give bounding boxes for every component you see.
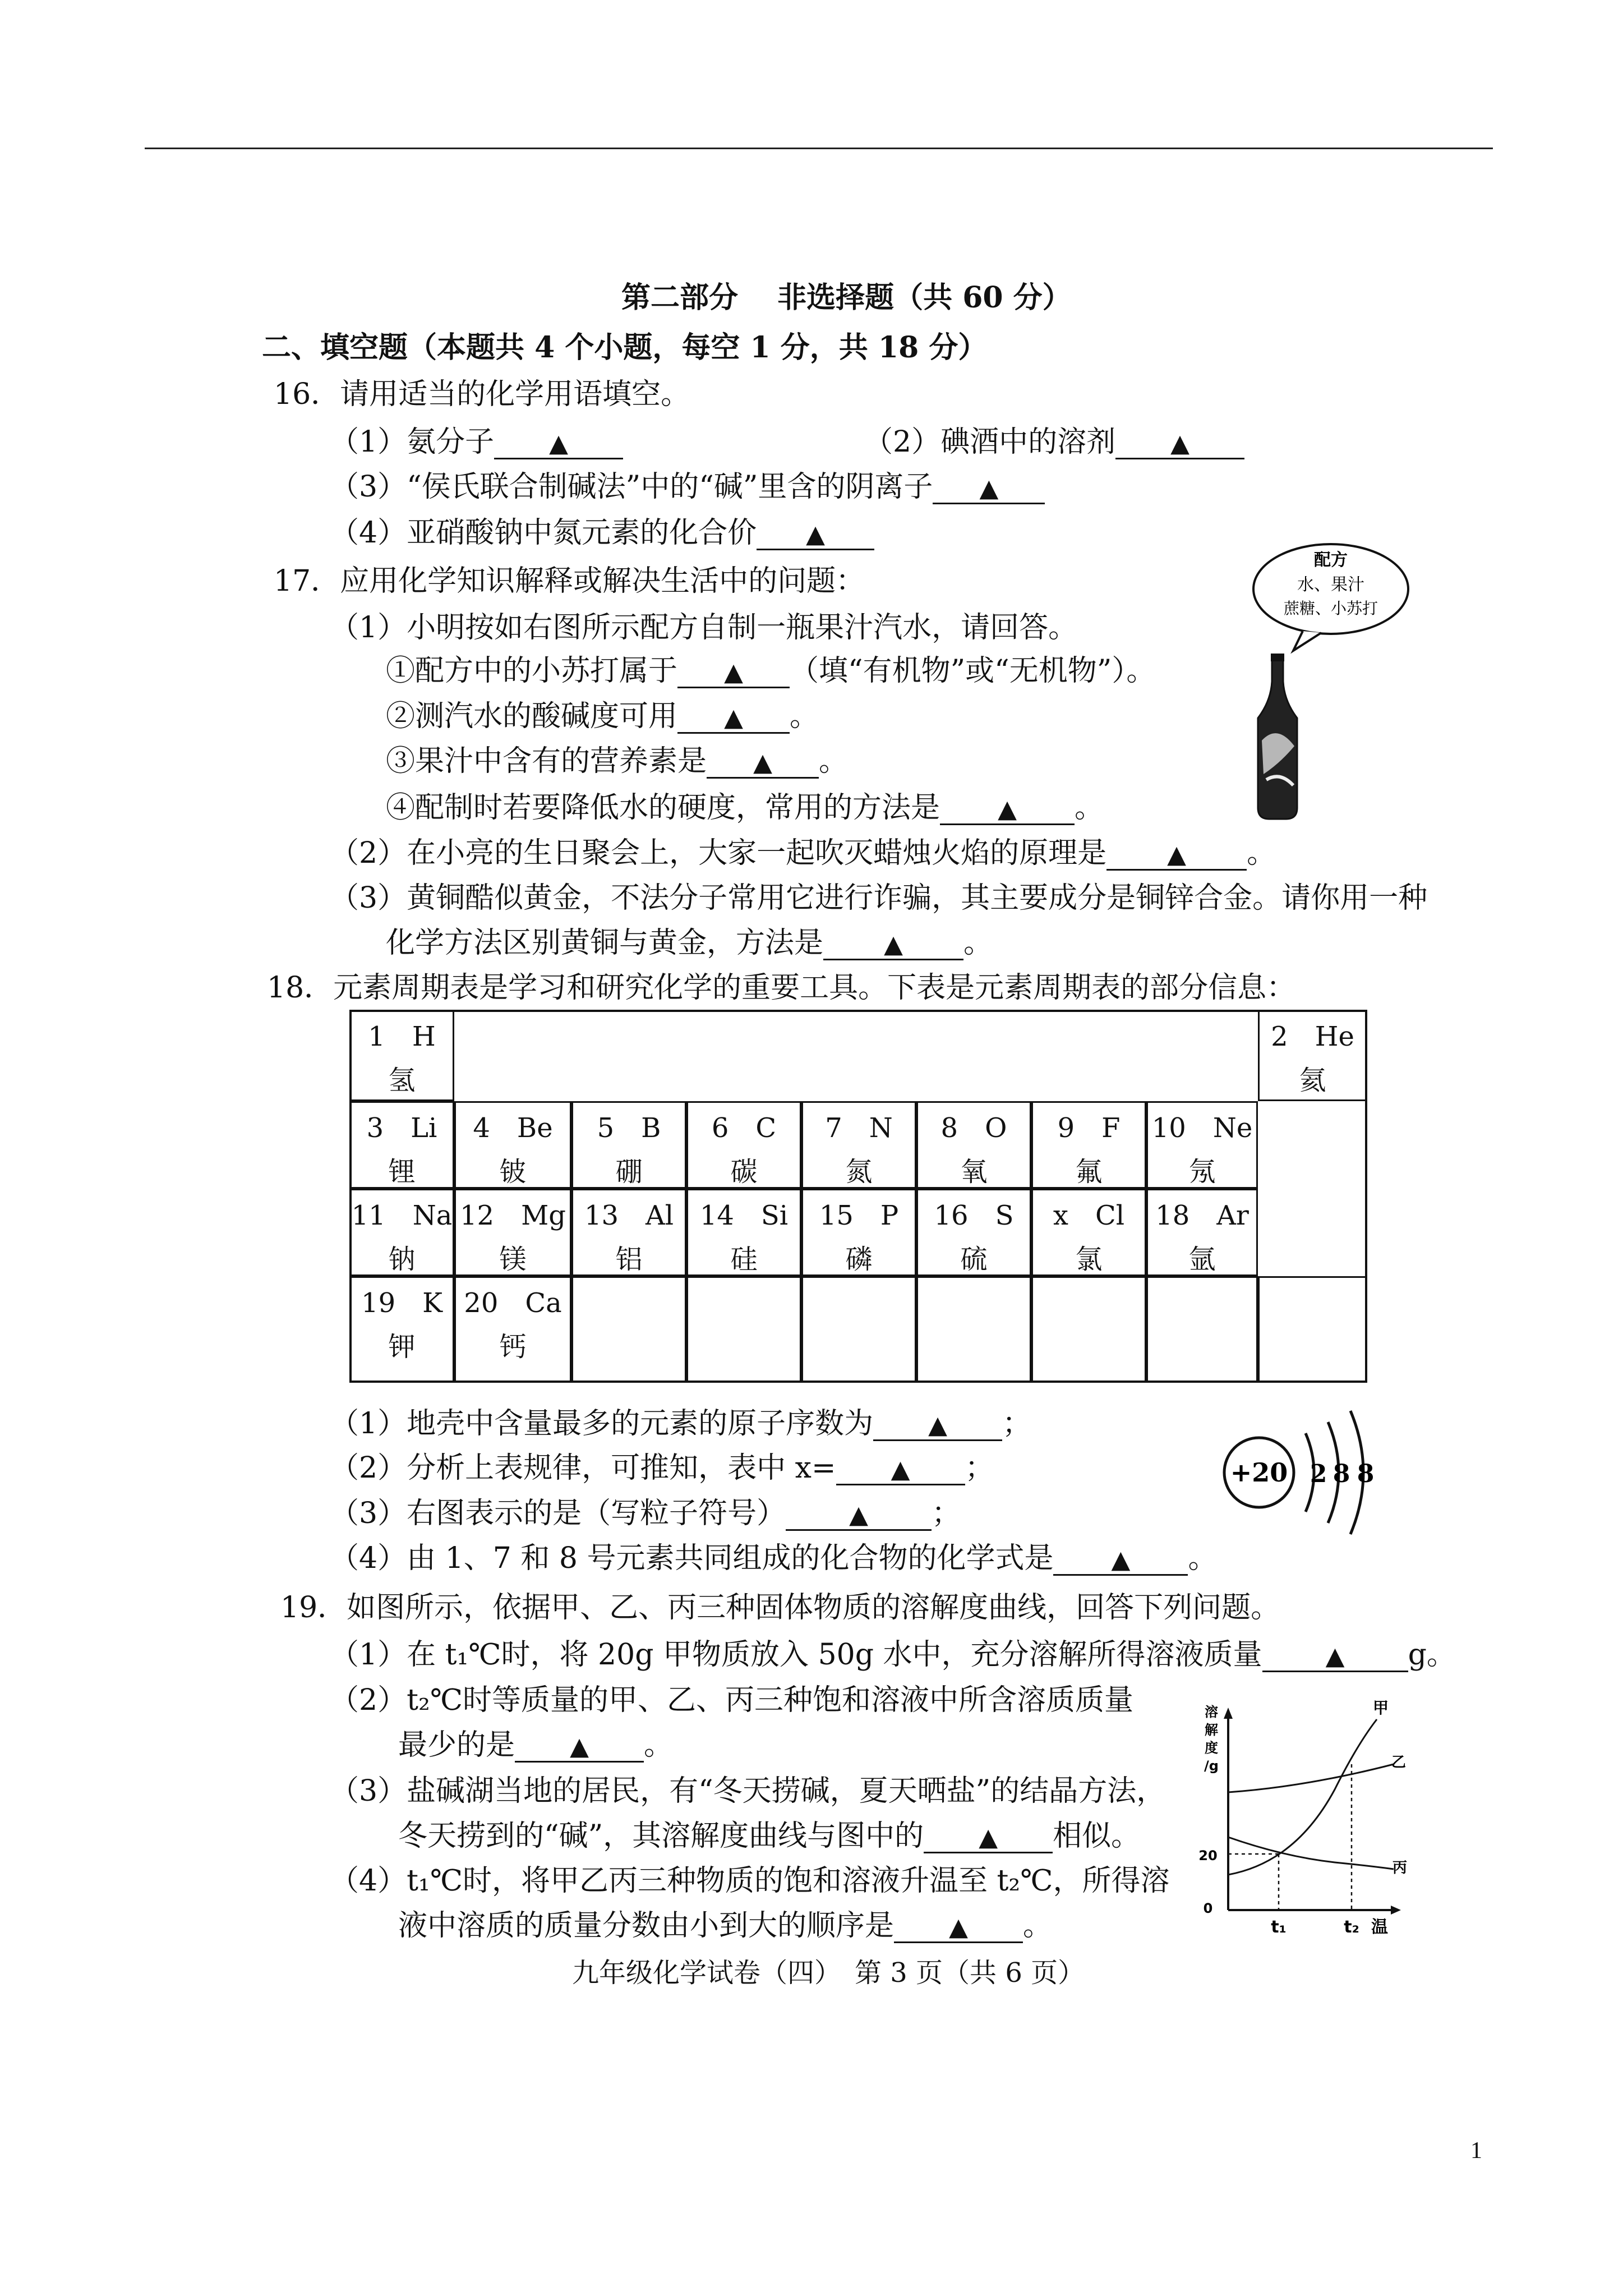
q17-sub2: ②测汽水的酸碱度可用 ▲ 。 bbox=[386, 700, 819, 733]
q19-part2-line2: 最少的是 ▲ 。 bbox=[398, 1728, 674, 1762]
empty-cell bbox=[1031, 1276, 1146, 1383]
element-number: x bbox=[1053, 1200, 1068, 1231]
q18-part1: （1）地壳中含量最多的元素的原子序数为 ▲ ； bbox=[330, 1407, 1032, 1441]
element-symbol: He bbox=[1315, 1021, 1354, 1052]
element-cell bbox=[349, 1010, 454, 1101]
q16-part1: （1）氨分子 ▲ bbox=[330, 418, 623, 460]
q16-stem: 16．请用适当的化学用语填空。 bbox=[274, 378, 690, 411]
element-cell bbox=[1146, 1189, 1258, 1276]
q17-part1: （1）小明按如右图所示配方自制一瓶果汁汽水，请回答。 bbox=[330, 611, 1078, 645]
element-cell bbox=[801, 1101, 916, 1189]
periodic-table bbox=[349, 1010, 1367, 1383]
element-cell bbox=[571, 1101, 686, 1189]
element-number: 1 bbox=[368, 1021, 385, 1052]
element-name: 氧 bbox=[960, 1156, 988, 1188]
element-number: 11 bbox=[351, 1200, 386, 1231]
ylabel-char-2: 解 bbox=[1205, 1722, 1218, 1738]
element-name: 氯 bbox=[1075, 1244, 1103, 1275]
element-number: 16 bbox=[934, 1200, 969, 1231]
element-cell bbox=[1031, 1189, 1146, 1276]
element-symbol: N bbox=[869, 1112, 893, 1144]
page-number: 1 bbox=[1470, 2138, 1482, 2164]
part-heading: 二、填空题（本题共 4 个小题，每空 1 分，共 18 分） bbox=[262, 330, 988, 365]
element-symbol: Si bbox=[760, 1200, 789, 1231]
empty-cell bbox=[916, 1276, 1031, 1383]
curve-bing bbox=[1228, 1837, 1394, 1869]
element-cell bbox=[916, 1101, 1031, 1189]
q19-part1: （1）在 t₁℃时，将 20g 甲物质放入 50g 水中，充分溶解所得溶液质量 ▲ g。 bbox=[330, 1638, 1456, 1672]
q17-sub4: ④配制时若要降低水的硬度，常用的方法是 ▲ 。 bbox=[386, 791, 1104, 825]
empty-cell bbox=[571, 1276, 686, 1383]
curve-label-yi: 乙 bbox=[1391, 1754, 1407, 1771]
element-cell bbox=[1031, 1101, 1146, 1189]
element-symbol: F bbox=[1101, 1112, 1121, 1144]
element-name: 氟 bbox=[1075, 1156, 1103, 1188]
element-symbol: Na bbox=[412, 1200, 453, 1231]
element-name: 镁 bbox=[499, 1244, 527, 1275]
curve-yi bbox=[1228, 1764, 1394, 1792]
q19-part3-line2: 冬天捞到的“碱”，其溶解度曲线与图中的 ▲ 相似。 bbox=[398, 1819, 1141, 1853]
empty-cell bbox=[686, 1276, 801, 1383]
element-cell bbox=[454, 1101, 571, 1189]
element-number: 20 bbox=[464, 1287, 499, 1319]
element-symbol: Cl bbox=[1095, 1200, 1125, 1231]
q18-part2: （2）分析上表规律，可推知，表中 x= ▲ ； bbox=[330, 1451, 994, 1485]
element-name: 铝 bbox=[615, 1244, 643, 1275]
element-cell bbox=[686, 1101, 801, 1189]
element-name: 硅 bbox=[730, 1244, 758, 1275]
element-number: 8 bbox=[940, 1112, 958, 1144]
top-rule bbox=[145, 148, 1493, 149]
element-number: 15 bbox=[819, 1200, 854, 1231]
q19-part3: （3）盐碱湖当地的居民，有“冬天捞碱，夏天晒盐”的结晶方法， bbox=[330, 1774, 1166, 1808]
empty-cell bbox=[1258, 1276, 1367, 1383]
shell-1-electrons: 2 bbox=[1310, 1460, 1327, 1488]
element-name: 磷 bbox=[845, 1244, 873, 1275]
curve-label-bing: 丙 bbox=[1392, 1860, 1408, 1876]
element-name: 硫 bbox=[960, 1244, 988, 1275]
shell-3-electrons: 8 bbox=[1357, 1460, 1375, 1488]
q17-stem: 17．应用化学知识解释或解决生活中的问题： bbox=[274, 564, 865, 598]
element-number: 13 bbox=[584, 1200, 619, 1231]
element-name: 硼 bbox=[615, 1156, 643, 1188]
element-cell bbox=[916, 1189, 1031, 1276]
element-cell bbox=[1258, 1010, 1367, 1101]
element-name: 氢 bbox=[388, 1065, 416, 1096]
element-cell bbox=[686, 1189, 801, 1276]
element-name: 氩 bbox=[1188, 1244, 1216, 1275]
element-number: 18 bbox=[1155, 1200, 1190, 1231]
q17-part2: （2）在小亮的生日聚会上，大家一起吹灭蜡烛火焰的原理是 ▲ 。 bbox=[330, 836, 1276, 870]
element-number: 3 bbox=[366, 1112, 384, 1144]
y-tick-20: 20 bbox=[1198, 1848, 1218, 1864]
q19-part2: （2）t₂℃时等质量的甲、乙、丙三种饱和溶液中所含溶质质量 bbox=[330, 1683, 1133, 1717]
element-symbol: H bbox=[412, 1021, 436, 1052]
solubility-curve-graph bbox=[1183, 1694, 1408, 1941]
element-number: 2 bbox=[1271, 1021, 1288, 1052]
ylabel-char-4: /g bbox=[1204, 1758, 1219, 1774]
q19-part4-line2: 液中溶质的质量分数由小到大的顺序是 ▲ 。 bbox=[398, 1909, 1053, 1943]
element-number: 9 bbox=[1057, 1112, 1075, 1144]
section-title: 第二部分 非选择题（共 60 分） bbox=[621, 280, 1072, 315]
element-cell bbox=[571, 1189, 686, 1276]
element-cell bbox=[801, 1189, 916, 1276]
q17-sub3: ③果汁中含有的营养素是 ▲ 。 bbox=[386, 744, 849, 778]
element-number: 14 bbox=[699, 1200, 734, 1231]
empty-cell bbox=[1146, 1276, 1258, 1383]
element-cell bbox=[454, 1276, 571, 1383]
element-number: 5 bbox=[597, 1112, 615, 1144]
q16-part4: （4）亚硝酸钠中氮元素的化合价 ▲ bbox=[330, 509, 874, 551]
element-symbol: Ca bbox=[525, 1287, 562, 1319]
xlabel-temperature: 温 bbox=[1371, 1917, 1388, 1937]
element-name: 氮 bbox=[845, 1156, 873, 1188]
element-cell bbox=[454, 1189, 571, 1276]
element-number: 19 bbox=[361, 1287, 396, 1319]
element-symbol: C bbox=[755, 1112, 777, 1144]
ylabel-char-3: 度 bbox=[1205, 1740, 1218, 1756]
element-number: 12 bbox=[460, 1200, 495, 1231]
ylabel-char-1: 溶 bbox=[1205, 1704, 1218, 1720]
element-symbol: Al bbox=[645, 1200, 674, 1231]
element-name: 氖 bbox=[1188, 1156, 1216, 1188]
q18-part3: （3）右图表示的是（写粒子符号） ▲ ； bbox=[330, 1497, 961, 1530]
atomic-structure-diagram bbox=[1217, 1402, 1396, 1543]
element-symbol: S bbox=[995, 1200, 1014, 1231]
element-name: 铍 bbox=[499, 1156, 527, 1188]
element-symbol: O bbox=[985, 1112, 1007, 1144]
element-name: 钙 bbox=[499, 1331, 527, 1363]
element-symbol: Ar bbox=[1216, 1200, 1249, 1231]
x-tick-t1: t₁ bbox=[1271, 1917, 1287, 1937]
element-cell bbox=[349, 1189, 454, 1276]
q16-part2: （2）碘酒中的溶剂 ▲ bbox=[864, 418, 1244, 460]
element-number: 7 bbox=[825, 1112, 842, 1144]
bubble-line-2: 水、果汁 bbox=[1297, 575, 1364, 595]
q17-sub1: ①配方中的小苏打属于 ▲ （填“有机物”或“无机物”）。 bbox=[386, 654, 1156, 688]
bubble-line-1: 配方 bbox=[1314, 550, 1348, 570]
element-number: 6 bbox=[711, 1112, 729, 1144]
element-cell bbox=[1146, 1101, 1258, 1189]
element-name: 碳 bbox=[730, 1156, 758, 1188]
q16-part3: （3）“侯氏联合制碱法”中的“碱”里含的阴离子 ▲ bbox=[330, 463, 1045, 505]
element-cell bbox=[349, 1101, 454, 1189]
element-name: 钠 bbox=[388, 1244, 416, 1275]
element-cell bbox=[349, 1276, 454, 1383]
curve-label-jia: 甲 bbox=[1372, 1699, 1389, 1717]
q18-part4: （4）由 1、7 和 8 号元素共同组成的化合物的化学式是 ▲ 。 bbox=[330, 1542, 1218, 1575]
element-name: 钾 bbox=[388, 1331, 416, 1363]
bubble-line-3: 蔗糖、小苏打 bbox=[1283, 599, 1378, 618]
q18-stem: 18．元素周期表是学习和研究化学的重要工具。下表是元素周期表的部分信息： bbox=[267, 971, 1296, 1005]
q19-part4: （4）t₁℃时，将甲乙丙三种物质的饱和溶液升温至 t₂℃，所得溶 bbox=[330, 1864, 1170, 1898]
x-tick-t2: t₂ bbox=[1344, 1917, 1359, 1937]
empty-cell bbox=[801, 1276, 916, 1383]
q17-part3-line2: 化学方法区别黄铜与黄金，方法是 ▲ 。 bbox=[386, 926, 993, 960]
nucleus-charge: +20 bbox=[1230, 1457, 1288, 1488]
element-symbol: B bbox=[641, 1112, 661, 1144]
element-symbol: P bbox=[880, 1200, 899, 1231]
q17-part3: （3）黄铜酷似黄金，不法分子常用它进行诈骗，其主要成分是铜锌合金。请你用一种 bbox=[330, 881, 1428, 915]
curve-jia bbox=[1228, 1719, 1377, 1875]
element-symbol: Li bbox=[411, 1112, 437, 1144]
q19-stem: 19．如图所示，依据甲、乙、丙三种固体物质的溶解度曲线，回答下列问题。 bbox=[280, 1591, 1280, 1625]
element-symbol: Ne bbox=[1212, 1112, 1253, 1144]
element-number: 10 bbox=[1151, 1112, 1186, 1144]
origin-zero: 0 bbox=[1203, 1901, 1213, 1916]
shell-2-electrons: 8 bbox=[1332, 1460, 1350, 1488]
page-footer: 九年级化学试卷（四） 第 3 页（共 6 页） bbox=[572, 1957, 1085, 1989]
element-name: 氦 bbox=[1299, 1065, 1326, 1096]
element-number: 4 bbox=[473, 1112, 490, 1144]
recipe-bubble-and-bottle-figure bbox=[1249, 539, 1412, 830]
element-symbol: Mg bbox=[521, 1200, 566, 1231]
element-name: 锂 bbox=[388, 1156, 416, 1188]
element-symbol: K bbox=[422, 1287, 442, 1319]
element-symbol: Be bbox=[517, 1112, 553, 1144]
